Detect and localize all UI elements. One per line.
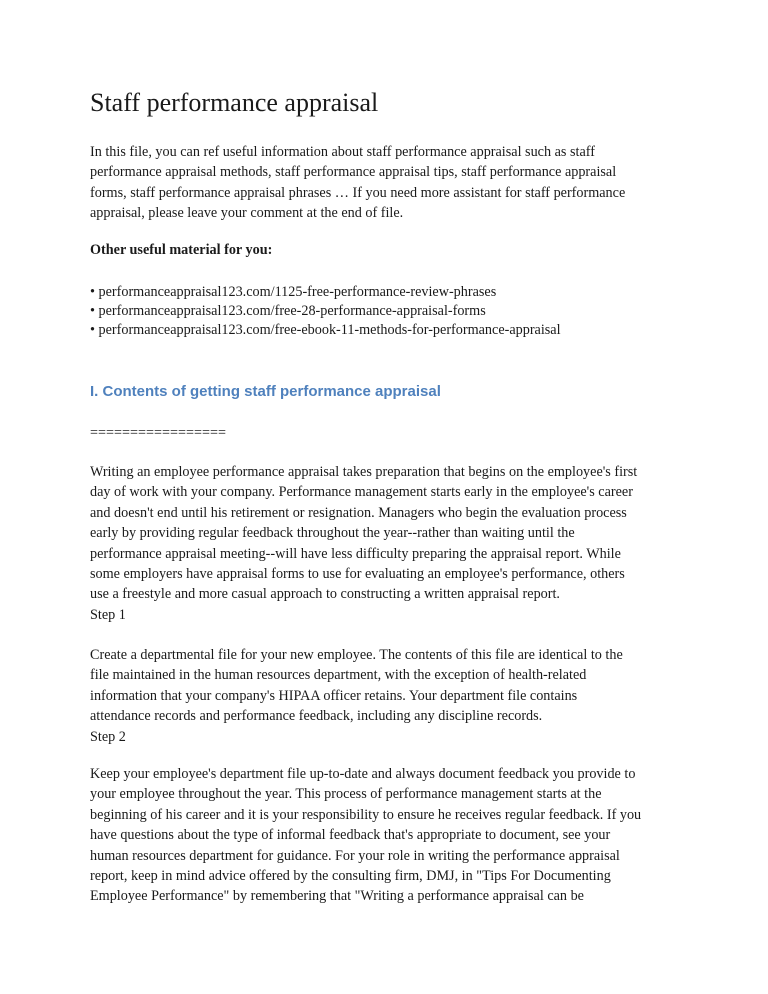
text-line: In this file, you can ref useful information about staff performance appraisal such as staff: [90, 144, 595, 160]
body-paragraph-2: [90, 645, 690, 747]
text-line: report, keep in mind advice offered by the consulting firm, DMJ, in "Tips For Documenting: [90, 868, 611, 885]
text-line: use a freestyle and more casual approach to constructing a written appraisal report.: [90, 586, 560, 603]
text-line: have questions about the type of informal feedback that's appropriate to document, see your: [90, 827, 611, 844]
useful-link[interactable]: • performanceappraisal123.com/free-ebook-11-methods-for-performance-appraisal: [90, 322, 561, 338]
text-line: your employee throughout the year. This process of performance management starts at the: [90, 786, 602, 803]
text-line: some employers have appraisal forms to use for evaluating an employee's performance, others: [90, 566, 625, 583]
text-line: performance appraisal methods, staff performance appraisal tips, staff performance appraisal: [90, 164, 617, 181]
text-line: Keep your employee's department file up-to-date and always document feedback you provide to: [90, 766, 636, 782]
text-line: early by providing regular feedback throughout the year--rather than waiting until the: [90, 525, 575, 542]
body-paragraph-1: [90, 462, 690, 625]
text-line: file maintained in the human resources department, with the exception of health-related: [90, 667, 587, 684]
text-line: day of work with your company. Performance management starts early in the employee's career: [90, 484, 633, 501]
step-label: Step 2: [90, 728, 126, 745]
document-title: Staff performance appraisal: [90, 88, 379, 117]
text-line: performance appraisal meeting--will have less difficulty preparing the appraisal report. While: [90, 545, 621, 562]
useful-link[interactable]: • performanceappraisal123.com/free-28-performance-appraisal-forms: [90, 303, 486, 319]
text-line: Writing an employee performance appraisal takes preparation that begins on the employee's first: [90, 464, 638, 480]
text-line: human resources department for guidance. For your role in writing the performance appraisal: [90, 847, 620, 864]
text-line: beginning of his career and it is your responsibility to ensure he receives regular feedback. If you: [90, 806, 642, 823]
intro-paragraph: [90, 142, 690, 224]
text-line: appraisal, please leave your comment at the end of file.: [90, 205, 404, 222]
useful-link[interactable]: • performanceappraisal123.com/1125-free-performance-review-phrases: [90, 284, 497, 300]
step-label: Step 1: [90, 606, 126, 623]
useful-links-list: [90, 283, 561, 340]
text-line: and doesn't end until his retirement or resignation. Managers who begin the evaluation process: [90, 504, 627, 521]
text-line: Employee Performance" by remembering that "Writing a performance appraisal can be: [90, 888, 584, 905]
separator-line: =================: [90, 425, 227, 441]
text-line: Create a departmental file for your new employee. The contents of this file are identical to the: [90, 647, 623, 663]
body-paragraph-3: [90, 764, 690, 907]
text-line: attendance records and performance feedback, including any discipline records.: [90, 708, 543, 725]
section-heading: I. Contents of getting staff performance appraisal: [90, 383, 441, 400]
useful-material-heading: Other useful material for you:: [90, 242, 273, 258]
text-line: information that your company's HIPAA officer retains. Your department file contains: [90, 687, 578, 704]
text-line: forms, staff performance appraisal phrases … If you need more assistant for staff performance: [90, 184, 626, 201]
